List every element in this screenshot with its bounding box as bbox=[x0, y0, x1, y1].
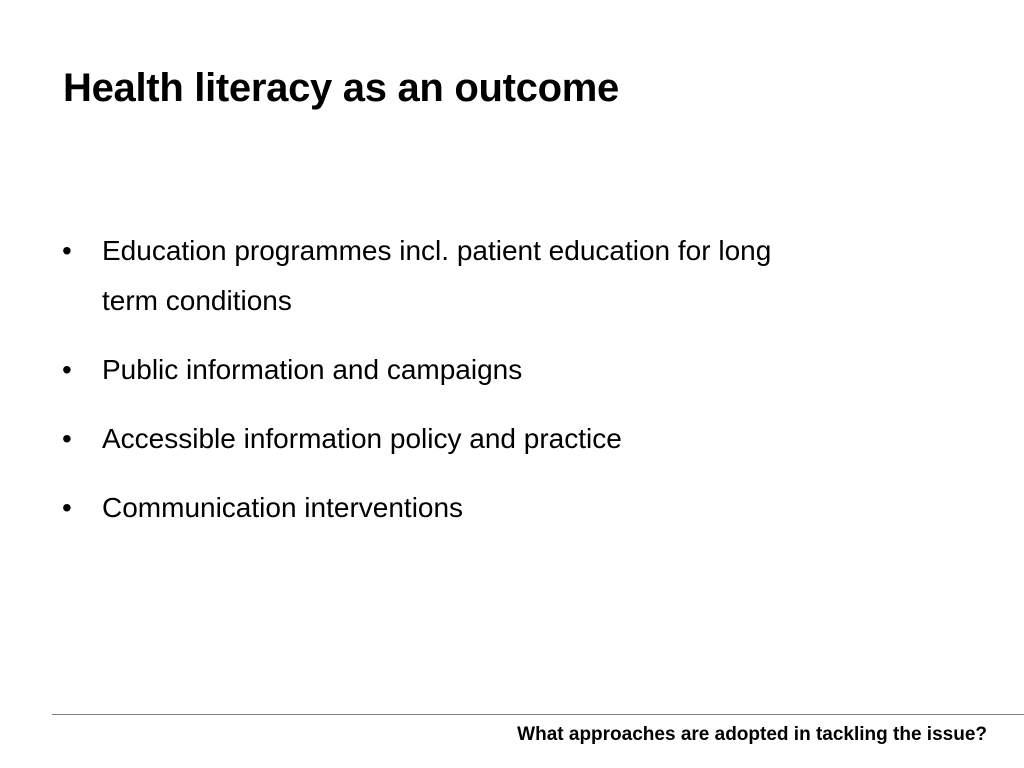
bullet-text: Communication interventions bbox=[102, 492, 464, 523]
bullet-item bbox=[62, 226, 822, 326]
footer-divider bbox=[52, 714, 1024, 715]
footer-caption: What approaches are adopted in tackling the issue? bbox=[517, 724, 987, 745]
bullet-list bbox=[62, 226, 822, 552]
bullet-item bbox=[62, 483, 822, 533]
bullet-item bbox=[62, 414, 822, 464]
slide-title: Health literacy as an outcome bbox=[63, 66, 619, 110]
bullet-text: Accessible information policy and practice bbox=[102, 423, 622, 454]
bullet-text: Public information and campaigns bbox=[102, 354, 523, 385]
bullet-item bbox=[62, 345, 822, 395]
bullet-text: Education programmes incl. patient education for long term conditions bbox=[102, 235, 772, 316]
